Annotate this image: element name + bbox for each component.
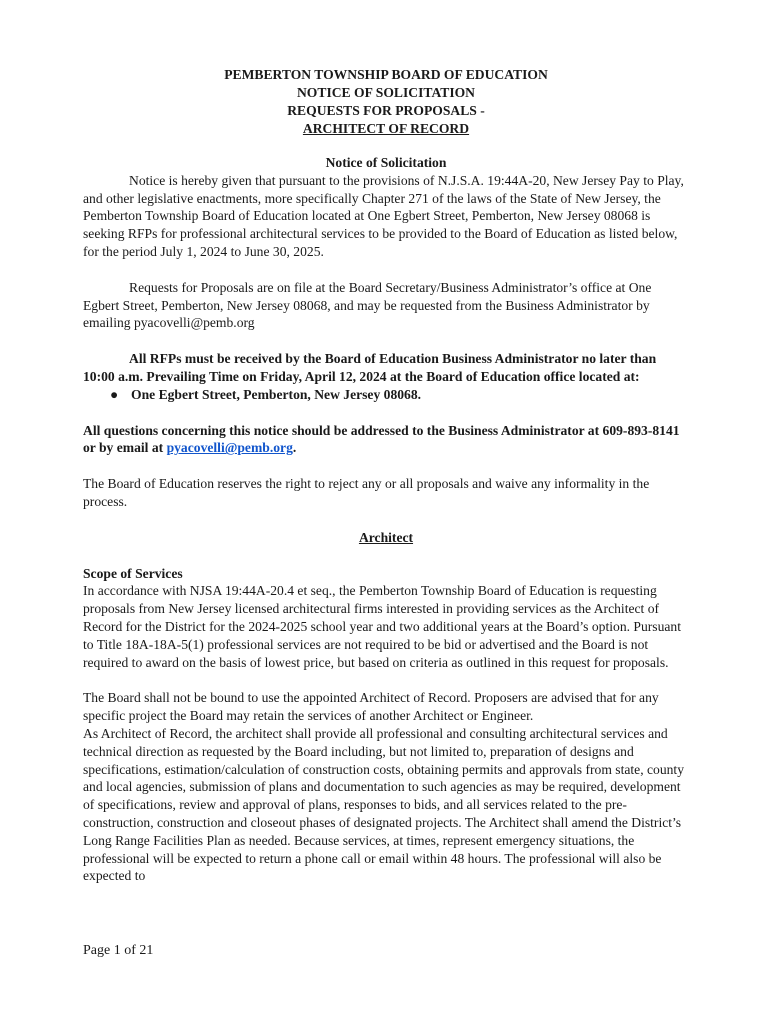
- notice-deadline-paragraph: All RFPs must be received by the Board of Education Business Administrator no later than 10:00 a.m. Prevailing Time on Friday, April 12, 2024 at the Board of Education office located at:: [83, 351, 657, 384]
- questions-end: .: [292, 440, 297, 456]
- header-line-3: REQUESTS FOR PROPOSALS -: [287, 103, 485, 118]
- reserve-paragraph: The Board of Education reserves the right to reject any or all proposals and waive any informality in the process.: [83, 476, 650, 509]
- address-text: One Egbert Street, Pemberton, New Jersey 08068.: [131, 386, 422, 402]
- page-number: Page 1 of 21: [83, 943, 154, 958]
- notice-paragraph-1: Notice is hereby given that pursuant to the provisions of N.J.S.A. 19:44A-20, New Jersey Pay to Play, and other legislative enactments, more specifically Chapter 271 of the laws of the State of New Jersey, the Pemberton Township Board of Education located at One Egbert Street, Pemberton, New Jersey 08068 is seeking RFPs for professional architectural services to be provided to the Board of Education as listed below, for the period July 1, 2024 to June 30, 2025.: [83, 172, 684, 259]
- document-page: [83, 66, 689, 885]
- document-header: [83, 66, 689, 138]
- bullet-icon: ●: [110, 386, 119, 402]
- notice-paragraph-2: Requests for Proposals are on file at the Board Secretary/Business Administrator’s office at One Egbert Street, Pemberton, New Jersey 08068, and may be requested from the Business Administrator by emailing pyacovelli@pemb.org: [83, 279, 652, 331]
- header-line-4: ARCHITECT OF RECORD: [302, 121, 470, 136]
- header-line-1: PEMBERTON TOWNSHIP BOARD OF EDUCATION: [224, 67, 548, 82]
- email-link[interactable]: pyacovelli@pemb.org: [166, 440, 293, 456]
- duties-paragraph: As Architect of Record, the architect shall provide all professional and consulting architectural services and technical direction as requested by the Board including, but not limited to, preparation of designs and specifications, estimation/calculation of construction costs, obtaining permits and approvals from state, county and local agencies, submission of plans and documentation to such agencies as may be required, development of specifications, review and approval of plans, responses to bids, and all services related to the pre-construction, construction and closeout phases of designated projects. The Architect shall amend the District’s Long Range Facilities Plan as needed. Because services, at times, represent emergency situations, the professional will be expected to return a phone call or email within 48 hours. The professional will also be expected to: [83, 725, 684, 884]
- scope-heading: Scope of Services: [83, 565, 183, 581]
- header-line-2: NOTICE OF SOLICITATION: [296, 85, 475, 100]
- architect-heading: Architect: [358, 529, 414, 545]
- questions-text: All questions concerning this notice should be addressed to the Business Administrator at 609-893-8141 or by email at: [83, 422, 680, 456]
- notice-heading: Notice of Solicitation: [325, 155, 447, 170]
- address-list: [83, 386, 689, 404]
- address-list-item: [83, 386, 689, 404]
- questions-paragraph: [83, 422, 689, 458]
- scope-paragraph: In accordance with NJSA 19:44A-20.4 et seq., the Pemberton Township Board of Education is requesting proposals from New Jersey licensed architectural firms interested in providing services as the Architect of Record for the District for the 2024-2025 school year and two additional years at the Board’s option. Pursuant to Title 18A-18A-5(1) professional services are not required to be bid or advertised and the Board is not required to award on the basis of lowest price, but based on criteria as outlined in this request for proposals.: [83, 583, 681, 670]
- appointment-paragraph: The Board shall not be bound to use the appointed Architect of Record. Proposers are advised that for any specific project the Board may retain the services of another Architect or Engineer.: [83, 690, 659, 724]
